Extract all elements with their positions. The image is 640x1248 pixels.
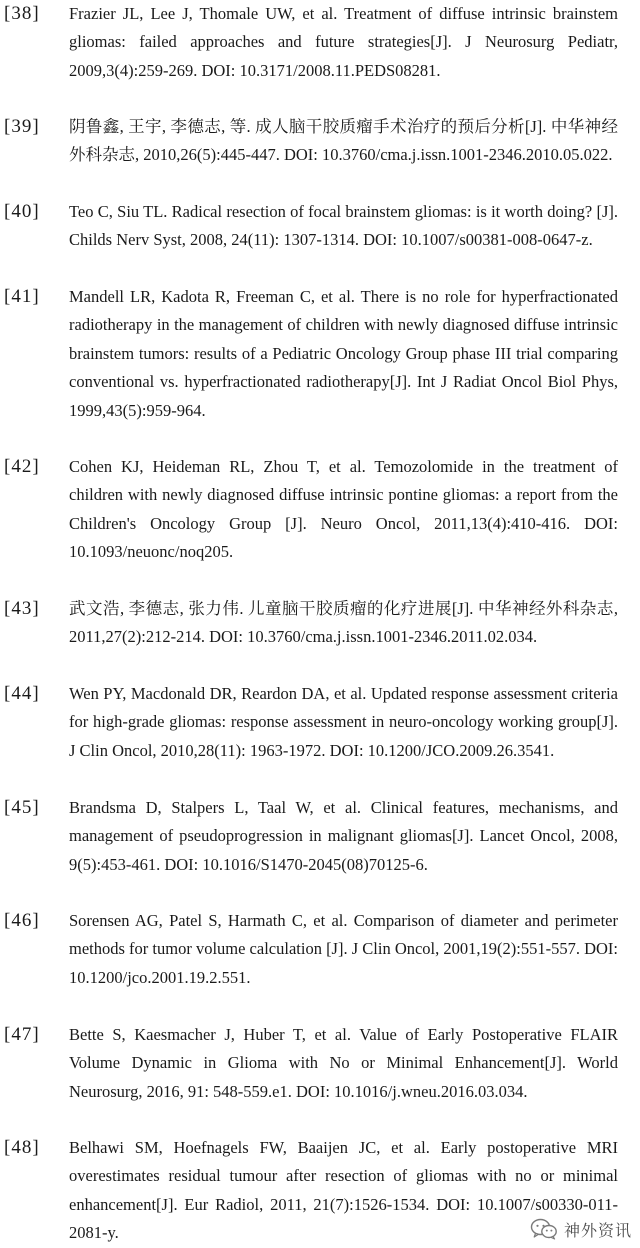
watermark — [530, 1214, 632, 1244]
reference-number: [38] — [4, 3, 40, 24]
reference-text: 武文浩, 李德志, 张力伟. 儿童脑干胶质瘤的化疗进展[J]. 中华神经外科杂志, 2011,27(2):212-214. DOI: 10.3760/cma.j.issn.1001-2346.2011.02.034. — [69, 599, 618, 647]
reference-number: [48] — [4, 1137, 40, 1158]
reference-number: [46] — [4, 910, 40, 931]
reference-number: [41] — [4, 286, 40, 307]
reference-number: [42] — [4, 456, 40, 477]
reference-number: [43] — [4, 598, 40, 619]
reference-number: [47] — [4, 1024, 40, 1045]
reference-number: [39] — [4, 116, 40, 137]
reference-text: Brandsma D, Stalpers L, Taal W, et al. Clinical features, mechanisms, and management of pseudoprogression in malignant gliomas[J]. Lancet Oncol, 2008, 9(5):453-461. DOI: 10.1016/S1470-2045(08)70125-6. — [69, 798, 618, 874]
reference-text: Belhawi SM, Hoefnagels FW, Baaijen JC, et al. Early postoperative MRI overestimates residual tumour after resection of gliomas with no or minimal enhancement[J]. Eur Radiol, 2011, 21(7):1526-1534. DOI: 10.1007/s00330-011-2081-y. — [69, 1138, 618, 1243]
reference-text: Sorensen AG, Patel S, Harmath C, et al. Comparison of diameter and perimeter methods for tumor volume calculation [J]. J Clin Oncol, 2001,19(2):551-557. DOI: 10.1200/jco.2001.19.2.551. — [69, 911, 618, 987]
reference-number: [40] — [4, 201, 40, 222]
reference-text: Frazier JL, Lee J, Thomale UW, et al. Treatment of diffuse intrinsic brainstem gliomas: failed approaches and future strategies[J]. J Neurosurg Pediatr, 2009,3(4):259-269. DOI: 10.3171/2008.11.PEDS08281. — [69, 4, 618, 80]
reference-text: Wen PY, Macdonald DR, Reardon DA, et al. Updated response assessment criteria for high-grade gliomas: response assessment in neuro-oncology working group[J]. J Clin Oncol, 2010,28(11): 1963-1972. DOI: 10.1200/JCO.2009.26.3541. — [69, 684, 618, 760]
reference-number: [44] — [4, 683, 40, 704]
reference-number: [45] — [4, 797, 40, 818]
reference-text: Cohen KJ, Heideman RL, Zhou T, et al. Temozolomide in the treatment of children with newly diagnosed diffuse intrinsic pontine gliomas: a report from the Children's Oncology Group [J]. Neuro Oncol, 2011,13(4):410-416. DOI: 10.1093/neuonc/noq205. — [69, 457, 618, 562]
reference-text: Bette S, Kaesmacher J, Huber T, et al. Value of Early Postoperative FLAIR Volume Dynamic in Glioma with No or Minimal Enhancement[J]. World Neurosurg, 2016, 91: 548-559.e1. DOI: 10.1016/j.wneu.2016.03.034. — [69, 1025, 618, 1101]
wechat-logo-icon — [530, 1218, 558, 1240]
reference-text: Mandell LR, Kadota R, Freeman C, et al. There is no role for hyperfractionated radiotherapy in the management of children with newly diagnosed diffuse intrinsic brainstem tumors: results of a Pediatric Oncology Group phase III trial comparing conventional vs. hyperfractionated radiotherapy[J]. Int J Radiat Oncol Biol Phys, 1999,43(5):959-964. — [69, 287, 618, 420]
reference-text: 阴鲁鑫, 王宇, 李德志, 等. 成人脑干胶质瘤手术治疗的预后分析[J]. 中华神经外科杂志, 2010,26(5):445-447. DOI: 10.3760/cma.j.issn.1001-2346.2010.05.022. — [69, 117, 618, 165]
watermark-text: 神外资讯 — [563, 1220, 632, 1240]
reference-text: Teo C, Siu TL. Radical resection of focal brainstem gliomas: is it worth doing? [J]. Childs Nerv Syst, 2008, 24(11): 1307-1314. DOI: 10.1007/s00381-008-0647-z. — [69, 202, 618, 250]
